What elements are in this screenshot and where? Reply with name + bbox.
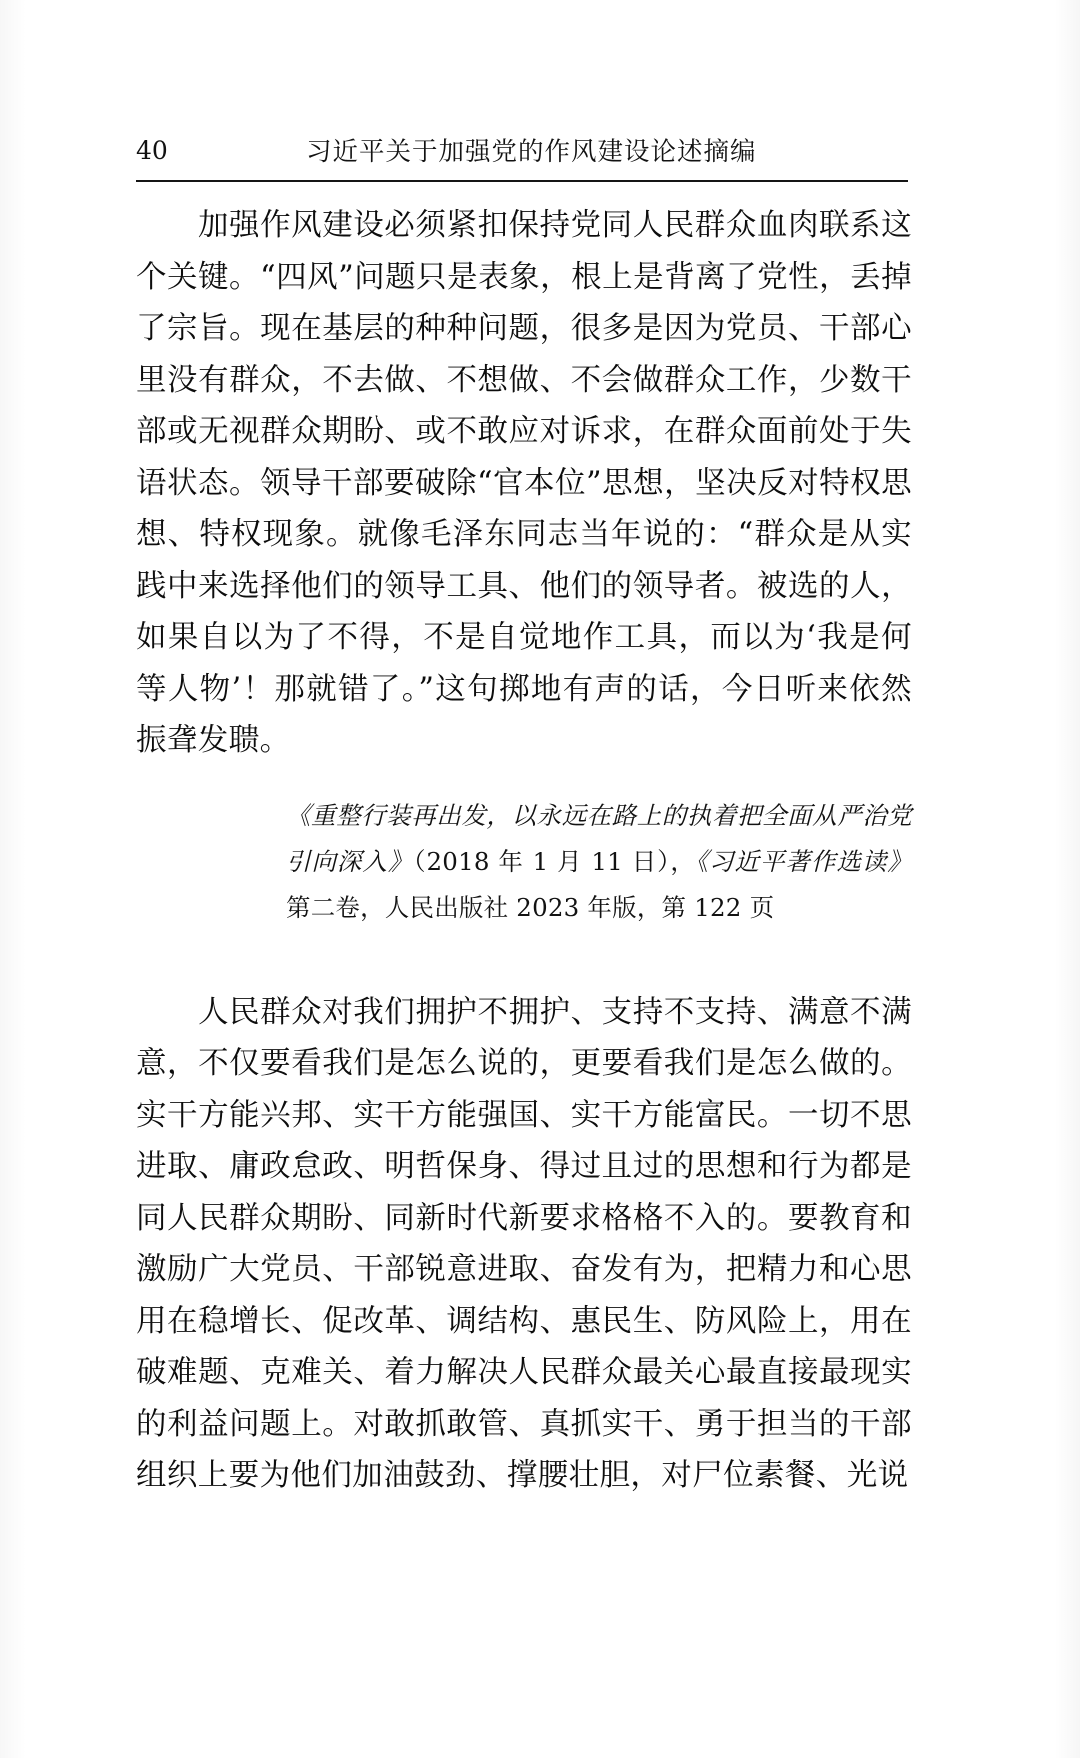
paragraph-1: 加强作风建设必须紧扣保持党同人民群众血肉联系这个关键。“四风”问题只是表象，根上是背离了党性，丢掉了宗旨。现在基层的种种问题，很多是因为党员、干部心里没有群众，不去做、不想做、不会做群众工作，少数干部或无视群众期盼、或不敢应对诉求，在群众面前处于失语状态。领导干部要破除“官本位”思想，坚决反对特权思想、特权现象。就像毛泽东同志当年说的：“群众是从实践中来选择他们的领导工具、他们的领导者。被选的人，如果自以为了不得，不是自觉地作工具，而以为‘我是何等人物’！那就错了。”这句掷地有声的话，今日听来依然振聋发聩。 — [136, 208, 912, 758]
source-collection: 《习近平著作选读》 — [695, 846, 912, 876]
header-divider — [136, 180, 908, 182]
page-edge-shading-right — [1054, 0, 1080, 1758]
running-title: 习近平关于加强党的作风建设论述摘编 — [306, 137, 757, 167]
source-citation — [136, 793, 912, 931]
paragraph-2: 人民群众对我们拥护不拥护、支持不支持、满意不满意，不仅要看我们是怎么说的，更要看我们是怎么做的。实干方能兴邦、实干方能强国、实干方能富民。一切不思进取、庸政怠政、明哲保身、得过且过的思想和行为都是同人民群众期盼、同新时代新要求格格不入的。要教育和激励广大党员、干部锐意进取、奋发有为，把精力和心思用在稳增长、促改革、调结构、惠民生、防风险上，用在破难题、克难关、着力解决人民群众最关心最直接最现实的利益问题上。对敢抓敢管、真抓实干、勇于担当的干部组织上要为他们加油鼓劲、撑腰壮胆，对尸位素餐、光说 — [136, 994, 912, 1493]
page-body — [136, 200, 912, 1502]
page-number: 40 — [136, 135, 168, 165]
source-date: （2018 年 1 月 11 日）， — [413, 846, 696, 876]
page-edge-shading-left — [0, 0, 26, 1758]
source-title: 《重整行装再出发，以永远在路上的执着把全面从严治党引向深入》 — [286, 800, 912, 876]
page-header — [136, 126, 906, 174]
source-volume: 第二卷，人民出版社 2023 年版，第 122 页 — [286, 892, 775, 922]
